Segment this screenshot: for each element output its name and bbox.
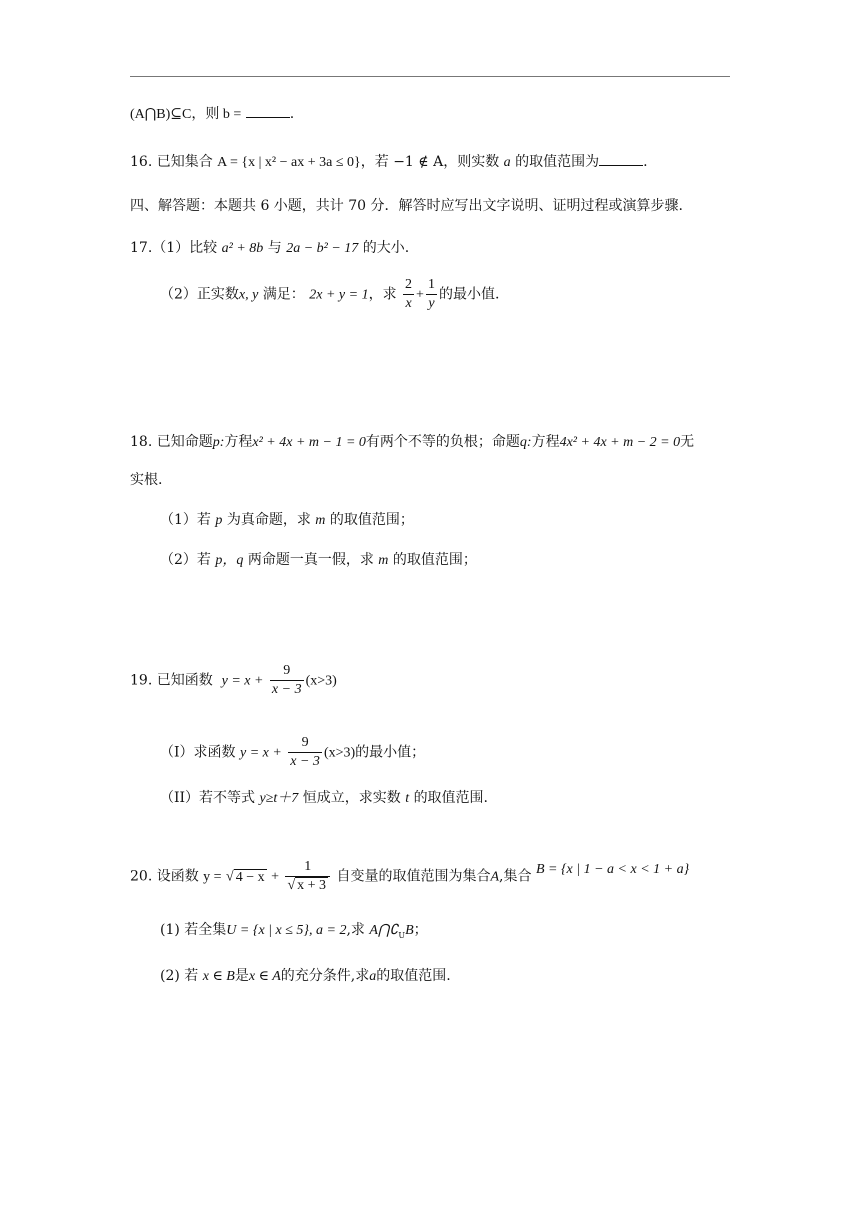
question-18-line2: 实根. <box>130 472 163 488</box>
question-19-part1: （I）求函数 y = x + $\frac{9}{x - 3}$ (x>3)的最小值； <box>160 735 426 769</box>
fraction: $\frac{9}{x - 3}$ <box>271 663 302 697</box>
q15-tail: (A⋂B)⊆C，则 b = . <box>130 106 295 122</box>
question-17-part2: （2）正实数x, y 满足： 2x + y = 1，求 $\frac{2}{x}$ + $\frac{1}{y}$ 的最小值. <box>160 277 500 311</box>
question-20: 20. 设函数 y = √ 4 − x + $\frac{1}{√ x + 3}$ 自变量的取值范围为集合A,集合 B = {x | 1 − a < x < 1 + a} <box>130 859 690 893</box>
section-4-heading: 四、解答题：本题共 6 小题，共计 70 分．解答时应写出文字说明、证明过程或演算步骤. <box>130 198 683 214</box>
question-18-part1: （1）若 p 为真命题，求 m 的取值范围； <box>160 512 414 528</box>
question-18-part2: （2）若 p，q 两命题一真一假，求 m 的取值范围； <box>160 552 477 568</box>
question-20-part1: (1) 若全集U = {x | x ≤ 5}, a = 2,求 $A⋂∁_UB$； <box>160 922 428 940</box>
fraction: $\frac{1}{y}$ <box>427 277 435 311</box>
question-16: 16. 已知集合 A = {x | x² − ax + 3a ≤ 0}，若 −1 ∉ A，则实数 a 的取值范围为 . <box>130 154 648 170</box>
question-20-part2: (2) 若 x ∈ B是x ∈ A的充分条件,求a的取值范围. <box>160 968 451 984</box>
question-17-part1: 17.（1）比较 a² + 8b 与 2a − b² − 17 的大小. <box>130 240 410 256</box>
answer-blank <box>599 153 643 166</box>
header-rule <box>130 76 730 77</box>
fraction: $\frac{9}{x - 3}$ <box>290 735 320 769</box>
answer-blank <box>246 105 290 118</box>
question-19: 19. 已知函数 y = x + $\frac{9}{x - 3}$ (x>3) <box>130 663 337 697</box>
fraction: $\frac{1}{√ x + 3}$ <box>285 858 330 895</box>
fraction: $\frac{2}{x}$ <box>405 277 413 311</box>
question-19-part2: （II）若不等式 y≥t＋7 恒成立，求实数 t 的取值范围. <box>160 790 489 806</box>
question-18-line1: 18. 已知命题p:方程x² + 4x + m − 1 = 0有两个不等的负根；命题q:方程4x² + 4x + m − 2 = 0无 <box>130 434 695 450</box>
